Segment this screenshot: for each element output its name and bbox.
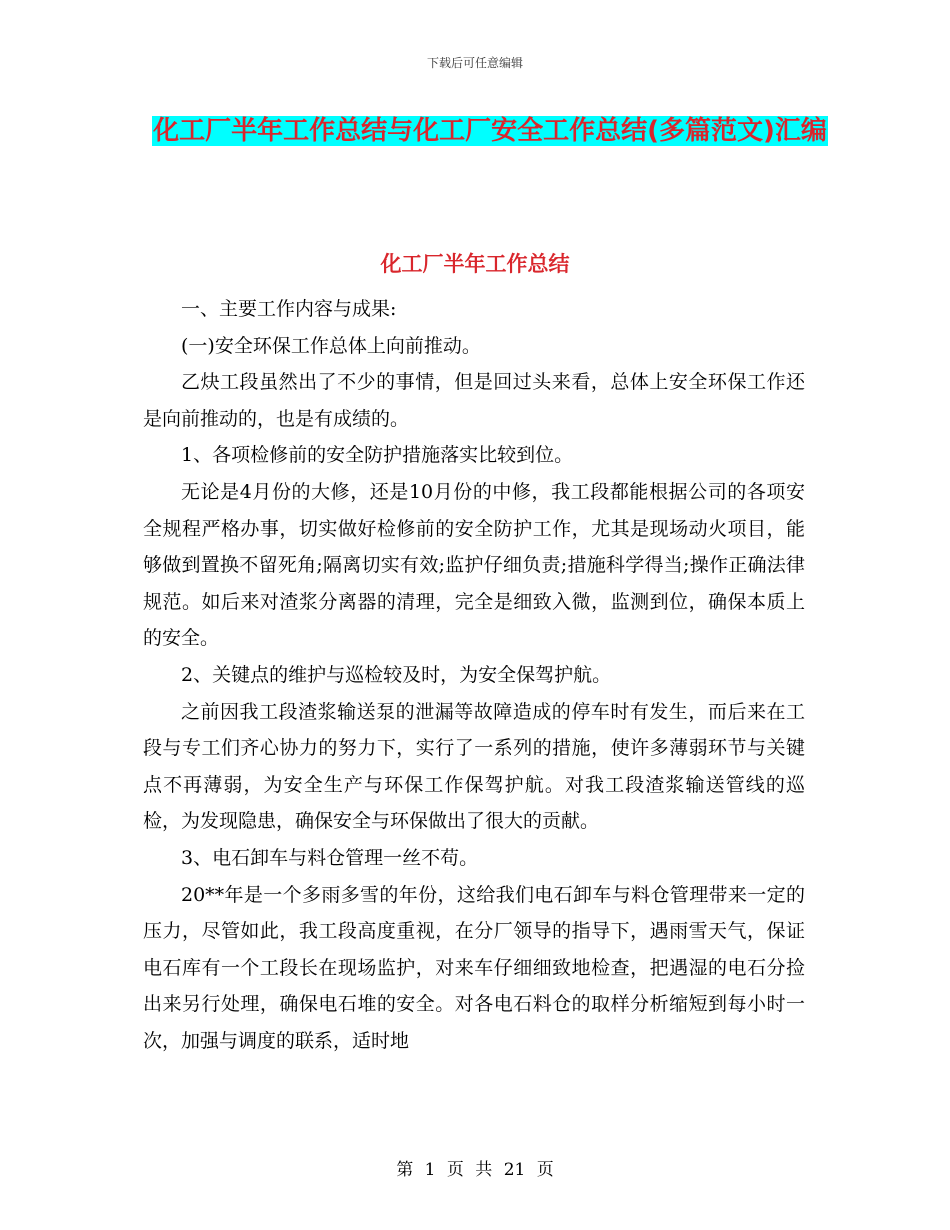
document-body xyxy=(143,291,805,1059)
paragraph: 乙炔工段虽然出了不少的事情，但是回过头来看，总体上安全环保工作还是向前推动的，也是有成绩的。 xyxy=(143,371,805,430)
paragraph: 2、关键点的维护与巡检较及时，为安全保驾护航。 xyxy=(181,663,612,686)
paragraph: 1、各项检修前的安全防护措施落实比较到位。 xyxy=(181,444,574,467)
paragraph: 之前因我工段渣浆输送泵的泄漏等故障造成的停车时有发生，而后来在工段与专工们齐心协力的努力下，实行了一系列的措施，使许多薄弱环节与关键点不再薄弱，为安全生产与环保工作保驾护航。对我工段渣浆输送管线的巡检，为发现隐患，确保安全与环保做出了很大的贡献。 xyxy=(143,700,805,833)
paragraph: 3、电石卸车与料仓管理一丝不苟。 xyxy=(181,846,479,869)
document-title xyxy=(140,106,840,156)
paragraph: 20**年是一个多雨多雪的年份，这给我们电石卸车与料仓管理带来一定的压力，尽管如此，我工段高度重视，在分厂领导的指导下，遇雨雪天气，保证电石库有一个工段长在现场监护，对来车仔细细致地检查，把遇湿的电石分捡出来另行处理，确保电石堆的安全。对各电石料仓的取样分析缩短到每小时一次，加强与调度的联系，适时地 xyxy=(143,883,805,1052)
section-title: 化工厂半年工作总结 xyxy=(380,252,570,276)
header-note: 下载后可任意编辑 xyxy=(426,56,523,70)
paragraph: (一)安全环保工作总体上向前推动。 xyxy=(181,334,481,357)
paragraph: 无论是4月份的大修，还是10月份的中修，我工段都能根据公司的各项安全规程严格办事，切实做好检修前的安全防护工作，尤其是现场动火项目，能够做到置换不留死角;隔离切实有效;监护仔细负责;措施科学得当;操作正确法律规范。如后来对渣浆分离器的清理，完全是细致入微，监测到位，确保本质上的安全。 xyxy=(143,480,805,650)
page-footer: 第 1 页 共 21 页 xyxy=(396,1160,554,1180)
paragraph: 一、主要工作内容与成果: xyxy=(181,298,397,320)
document-title-text: 化工厂半年工作总结与化工厂安全工作总结(多篇范文)汇编 xyxy=(153,116,827,146)
